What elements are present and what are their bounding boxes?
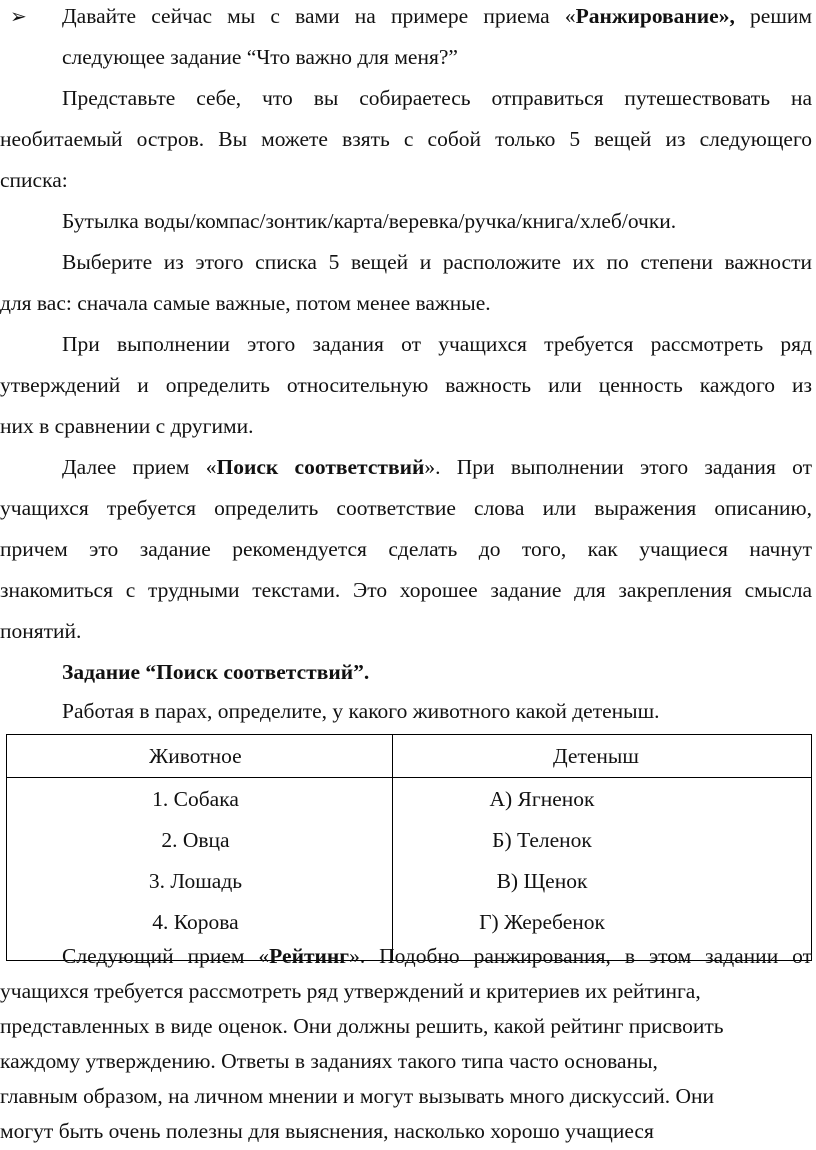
matching-table — [6, 734, 812, 961]
table-row — [7, 778, 812, 961]
young-item: Б) Теленок — [492, 828, 592, 852]
technique-matching: Поиск соответствий — [216, 455, 425, 479]
paragraph-7-line-4: каждому утверждению. Ответы в заданиях такого типа часто основаны, — [0, 1049, 658, 1073]
paragraph-5-line-3: них в сравнении с другими. — [0, 414, 254, 438]
paragraph-1-line-2: следующее задание “Что важно для меня?” — [62, 45, 458, 69]
paragraph-7-line-5: главным образом, на личном мнении и могут вызывать много дискуссий. Они — [0, 1084, 715, 1108]
animals-cell — [7, 778, 393, 961]
arrow-bullet-icon: ➢ — [10, 4, 27, 28]
young-item: А) Ягненок — [489, 787, 595, 811]
paragraph-4-line-2: для вас: сначала самые важные, потом менее важные. — [0, 291, 491, 315]
paragraph-4-line-1: Выберите из этого списка 5 вещей и расположите их по степени важности — [62, 250, 812, 274]
paragraph-1-line-1: Давайте сейчас мы с вами на примере приема «Ранжирование», решим — [62, 4, 812, 28]
paragraph-2-line-2: необитаемый остров. Вы можете взять с собой только 5 вещей из следующего — [0, 127, 812, 151]
paragraph-7-line-3: представленных в виде оценок. Они должны решить, какой рейтинг присвоить — [0, 1014, 724, 1038]
paragraph-2-line-1: Представьте себе, что вы собираетесь отправиться путешествовать на — [62, 86, 812, 110]
animal-item: 3. Лошадь — [148, 869, 243, 893]
paragraph-7-line-6: могут быть очень полезны для выяснения, насколько хорошо учащиеся — [0, 1119, 654, 1143]
task-instructions: Работая в парах, определите, у какого животного какой детеныш. — [62, 699, 660, 723]
technique-ranking: Ранжирование», — [575, 4, 735, 28]
technique-rating: Рейтинг — [269, 944, 350, 968]
paragraph-6-line-3: причем это задание рекомендуется сделать до того, как учащиеся начнут — [0, 537, 812, 561]
young-cell — [393, 778, 812, 961]
animal-item: 4. Корова — [152, 910, 239, 934]
paragraph-6-line-1: Далее прием «Поиск соответствий». При выполнении этого задания от — [62, 455, 812, 479]
young-item: Г) Жеребенок — [479, 910, 605, 934]
paragraph-5-line-2: утверждений и определить относительную важность или ценность каждого из — [0, 373, 812, 397]
paragraph-5-line-1: При выполнении этого задания от учащихся требуется рассмотреть ряд — [62, 332, 812, 356]
young-item: В) Щенок — [496, 869, 588, 893]
header-animal: Животное — [7, 735, 393, 778]
paragraph-6-line-4: знакомиться с трудными текстами. Это хорошее задание для закрепления смысла — [0, 578, 812, 602]
paragraph-6-line-2: учащихся требуется определить соответствие слова или выражения описанию, — [0, 496, 812, 520]
items-list: Бутылка воды/компас/зонтик/карта/веревка/ручка/книга/хлеб/очки. — [62, 209, 677, 233]
animal-item: 1. Собака — [152, 787, 239, 811]
paragraph-7-line-1: Следующий прием «Рейтинг». Подобно ранжирования, в этом задании от — [62, 944, 812, 968]
table-header-row — [7, 735, 812, 778]
animal-item: 2. Овца — [161, 828, 230, 852]
paragraph-7-line-2: учащихся требуется рассмотреть ряд утверждений и критериев их рейтинга, — [0, 979, 701, 1003]
paragraph-2-line-3: списка: — [0, 168, 68, 192]
header-young: Детеныш — [393, 735, 812, 778]
task-title: Задание “Поиск соответствий”. — [62, 660, 370, 684]
paragraph-6-line-5: понятий. — [0, 619, 82, 643]
